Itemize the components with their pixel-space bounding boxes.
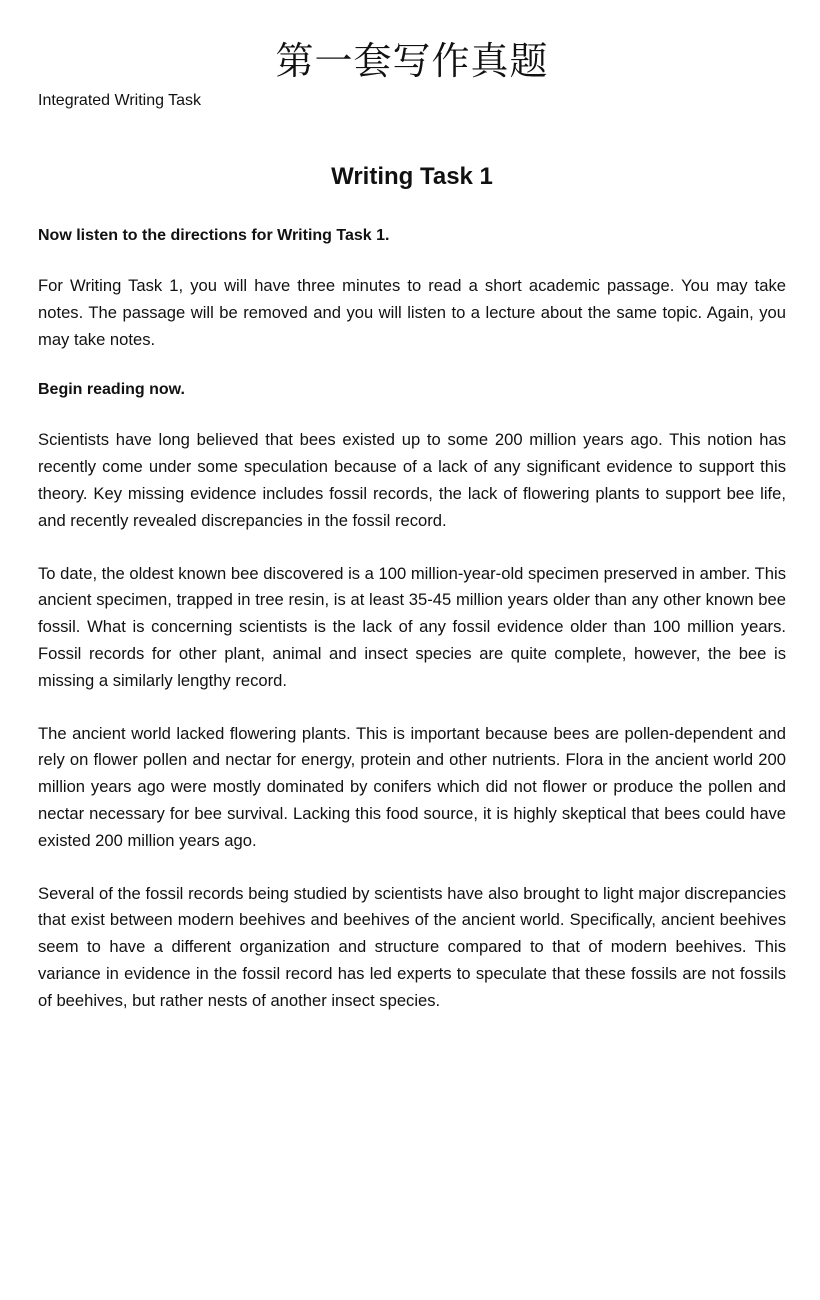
passage-paragraph-1: Scientists have long believed that bees existed up to some 200 million years ago. This notion has recently come under some speculation because of a lack of any significant evidence to support this theory. Key missing evidence includes fossil records, the lack of flowering plants to support bee life, and recently revealed discrepancies in the fossil record.	[38, 430, 786, 530]
passage-paragraph-2: To date, the oldest known bee discovered is a 100 million-year-old specimen preserved in amber. This ancient specimen, trapped in tree resin, is at least 35-45 million years older than any other known bee fossil. What is concerning scientists is the lack of any fossil evidence older than 100 million years. Fossil records for other plant, animal and insect species are quite complete, however, the bee is missing a similarly lengthy record.	[38, 563, 786, 690]
intro-paragraph: For Writing Task 1, you will have three minutes to read a short academic passage. You may take notes. The passage will be removed and you will listen to a lecture about the same topic. Again, you may take notes.	[38, 276, 786, 349]
document-page	[38, 0, 786, 1015]
directions-heading: Now listen to the directions for Writing Task 1.	[38, 227, 390, 244]
passage-paragraph-3: The ancient world lacked flowering plants. This is important because bees are pollen-dependent and rely on flower pollen and nectar for energy, protein and other nutrients. Flora in the ancient world 200 million years ago were mostly dominated by conifers which did not flower or produce the pollen and nectar necessary for bee survival. Lacking this food source, it is highly skeptical that bees could have existed 200 million years ago.	[38, 723, 786, 850]
page-title: 第一套写作真题	[275, 39, 549, 83]
task-heading: Writing Task 1	[331, 163, 493, 190]
passage-paragraph-4: Several of the fossil records being studied by scientists have also brought to light major discrepancies that exist between modern beehives and beehives of the ancient world. Specifically, ancient beehives seem to have a different organization and structure compared to that of modern beehives. This variance in evidence in the fossil record has led experts to speculate that these fossils are not fossils of beehives, but rather nests of another insect species.	[38, 883, 786, 1010]
begin-reading-label: Begin reading now.	[38, 381, 185, 399]
task-type-label: Integrated Writing Task	[38, 92, 202, 109]
